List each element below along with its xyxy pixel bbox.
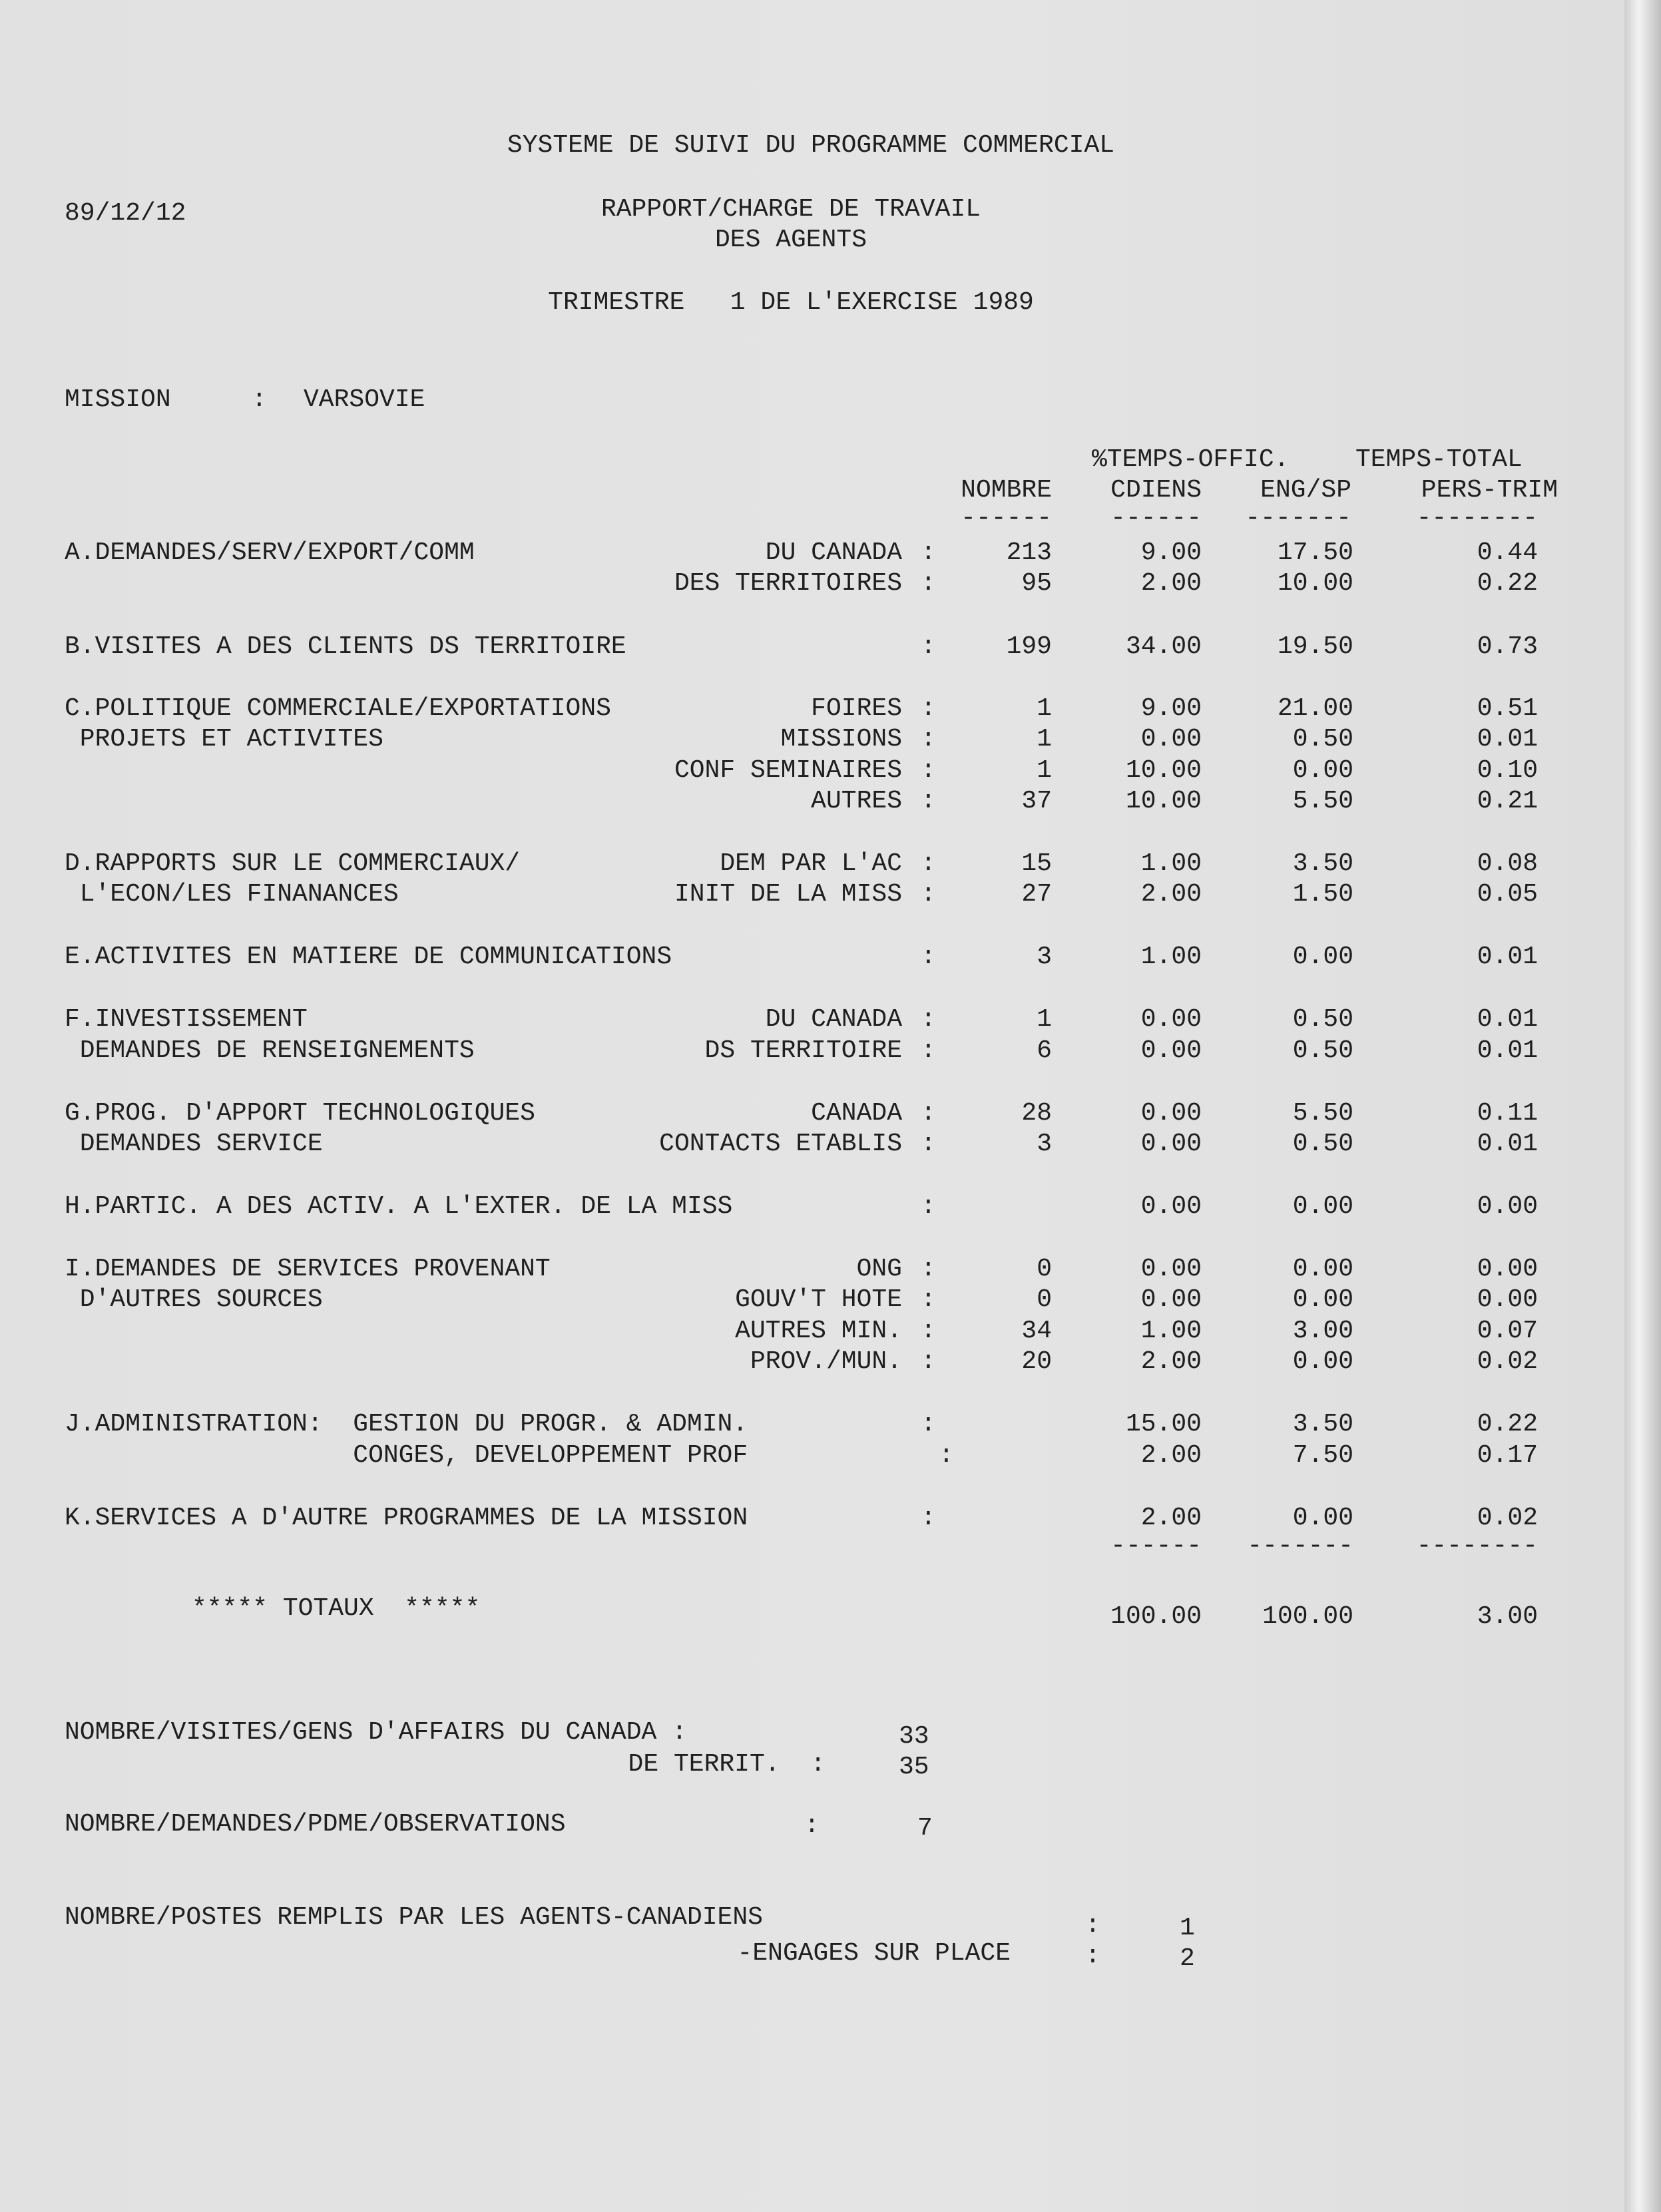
row-colon: :	[921, 1099, 936, 1128]
row-colon: :	[921, 1504, 936, 1532]
row-colon: :	[921, 1410, 936, 1438]
visites-territ-value: 35	[899, 1753, 929, 1781]
postes-engages-value: 2	[1180, 1944, 1195, 1973]
row-colon: :	[921, 756, 936, 785]
row-pers-trim: 0.44	[1477, 539, 1538, 567]
row-colon: :	[921, 1192, 936, 1221]
mission-label: MISSION	[65, 385, 171, 414]
row-cdiens: 0.00	[1140, 1255, 1202, 1283]
row-cdiens: 0.00	[1140, 1130, 1202, 1158]
row-cdiens: 15.00	[1125, 1410, 1202, 1438]
header-nombre: NOMBRE	[961, 476, 1052, 505]
row-cdiens: 2.00	[1140, 1441, 1202, 1470]
row-nombre: 34	[1021, 1317, 1052, 1345]
totals-rule-pers-trim: --------	[1416, 1532, 1538, 1560]
row-sub-label: AUTRES MIN.	[735, 1317, 902, 1345]
row-pers-trim: 0.10	[1477, 756, 1538, 785]
row-eng-sp: 1.50	[1292, 880, 1353, 909]
row-nombre: 213	[1006, 539, 1052, 567]
row-sub-label: DU CANADA	[765, 1005, 902, 1034]
row-eng-sp: 3.50	[1292, 849, 1353, 878]
row-cdiens: 10.00	[1125, 756, 1202, 785]
row-cdiens: 2.00	[1140, 880, 1202, 909]
row-cdiens: 1.00	[1140, 943, 1202, 971]
visites-label: NOMBRE/VISITES/GENS D'AFFAIRS DU CANADA :	[65, 1718, 687, 1747]
row-sub-label: DU CANADA	[765, 539, 902, 567]
row-eng-sp: 0.00	[1292, 1255, 1353, 1283]
row-nombre: 199	[1006, 632, 1052, 661]
row-label: A.DEMANDES/SERV/EXPORT/COMM	[65, 539, 475, 567]
row-pers-trim: 0.01	[1477, 1036, 1538, 1065]
row-nombre: 95	[1021, 569, 1052, 598]
row-nombre: 20	[1021, 1347, 1052, 1376]
row-pers-trim: 0.05	[1477, 880, 1538, 909]
row-cdiens: 9.00	[1140, 694, 1202, 723]
header-eng-sp: ENG/SP	[1260, 476, 1351, 505]
row-pers-trim: 0.01	[1477, 1005, 1538, 1034]
row-eng-sp: 0.00	[1292, 1504, 1353, 1532]
row-eng-sp: 0.00	[1292, 943, 1353, 971]
row-eng-sp: 0.00	[1292, 1347, 1353, 1376]
row-colon: :	[921, 1285, 936, 1314]
row-colon: :	[921, 1130, 936, 1158]
row-colon: :	[921, 1347, 936, 1376]
row-label: D.RAPPORTS SUR LE COMMERCIAUX/	[65, 849, 521, 878]
row-colon: :	[921, 1036, 936, 1065]
row-cdiens: 1.00	[1140, 1317, 1202, 1345]
row-eng-sp: 0.50	[1292, 1036, 1353, 1065]
row-label: DEMANDES DE RENSEIGNEMENTS	[65, 1036, 475, 1065]
row-cdiens: 0.00	[1140, 1192, 1202, 1221]
row-pers-trim: 0.02	[1477, 1347, 1538, 1376]
postes-colon-canadiens: :	[1085, 1911, 1100, 1940]
row-pers-trim: 0.11	[1477, 1099, 1538, 1128]
row-eng-sp: 5.50	[1292, 1099, 1353, 1128]
rule-pers-trim: --------	[1416, 504, 1538, 533]
row-nombre: 3	[1037, 943, 1052, 971]
row-label: H.PARTIC. A DES ACTIV. A L'EXTER. DE LA MISS	[65, 1192, 733, 1221]
header-pct-temps-offic: %TEMPS-OFFIC.	[1092, 445, 1290, 474]
totals-pers-trim: 3.00	[1477, 1602, 1538, 1631]
row-eng-sp: 10.00	[1277, 569, 1353, 598]
row-pers-trim: 0.08	[1477, 849, 1538, 878]
row-colon: :	[939, 1441, 954, 1470]
row-label: B.VISITES A DES CLIENTS DS TERRITOIRE	[65, 632, 626, 661]
postes-colon-engages: :	[1085, 1942, 1100, 1970]
row-cdiens: 2.00	[1140, 1347, 1202, 1376]
row-pers-trim: 0.00	[1477, 1255, 1538, 1283]
scanner-edge	[1624, 0, 1661, 2212]
row-pers-trim: 0.00	[1477, 1285, 1538, 1314]
row-label: E.ACTIVITES EN MATIERE DE COMMUNICATIONS	[65, 943, 672, 971]
rule-nombre: ------	[961, 504, 1052, 533]
pdme-value: 7	[917, 1814, 933, 1843]
postes-canadiens-value: 1	[1180, 1914, 1195, 1942]
row-nombre: 3	[1037, 1130, 1052, 1158]
row-cdiens: 9.00	[1140, 539, 1202, 567]
row-eng-sp: 0.00	[1292, 756, 1353, 785]
row-colon: :	[921, 787, 936, 815]
row-pers-trim: 0.73	[1477, 632, 1538, 661]
row-colon: :	[921, 539, 936, 567]
row-sub-label: CONTACTS ETABLIS	[659, 1130, 902, 1158]
row-pers-trim: 0.22	[1477, 569, 1538, 598]
row-eng-sp: 21.00	[1277, 694, 1353, 723]
row-pers-trim: 0.21	[1477, 787, 1538, 815]
report-period: TRIMESTRE 1 DE L'EXERCISE 1989	[548, 288, 1034, 317]
report-title-line-2: DES AGENTS	[714, 226, 867, 254]
row-eng-sp: 0.50	[1292, 725, 1353, 754]
pdme-label: NOMBRE/DEMANDES/PDME/OBSERVATIONS	[65, 1810, 566, 1839]
row-nombre: 1	[1037, 694, 1052, 723]
row-eng-sp: 19.50	[1277, 632, 1353, 661]
totals-cdiens: 100.00	[1110, 1602, 1202, 1631]
header-temps-total: TEMPS-TOTAL	[1355, 445, 1523, 474]
row-colon: :	[921, 943, 936, 971]
row-colon: :	[921, 632, 936, 661]
visites-canada-value: 33	[899, 1722, 929, 1751]
row-sub-label: PROV./MUN.	[750, 1347, 902, 1376]
row-cdiens: 10.00	[1125, 787, 1202, 815]
header-cdiens: CDIENS	[1110, 476, 1202, 505]
system-title: SYSTEME DE SUIVI DU PROGRAMME COMMERCIAL	[507, 131, 1115, 160]
row-nombre: 6	[1037, 1036, 1052, 1065]
engages-label: -ENGAGES SUR PLACE	[737, 1939, 1011, 1968]
row-label: I.DEMANDES DE SERVICES PROVENANT	[65, 1255, 551, 1283]
row-eng-sp: 0.50	[1292, 1005, 1353, 1034]
row-label: C.POLITIQUE COMMERCIALE/EXPORTATIONS	[65, 694, 611, 723]
row-nombre: 37	[1021, 787, 1052, 815]
row-sub-label: MISSIONS	[780, 725, 902, 754]
row-nombre: 0	[1037, 1255, 1052, 1283]
row-sub-label: DES TERRITOIRES	[674, 569, 902, 598]
row-sub-label: AUTRES	[811, 787, 902, 815]
row-eng-sp: 0.50	[1292, 1130, 1353, 1158]
row-pers-trim: 0.02	[1477, 1504, 1538, 1532]
row-pers-trim: 0.07	[1477, 1317, 1538, 1345]
row-pers-trim: 0.22	[1477, 1410, 1538, 1438]
row-colon: :	[921, 725, 936, 754]
row-eng-sp: 0.00	[1292, 1285, 1353, 1314]
row-label: D'AUTRES SOURCES	[65, 1285, 323, 1314]
totals-rule-cdiens: ------	[1110, 1532, 1202, 1560]
row-label: PROJETS ET ACTIVITES	[65, 725, 383, 754]
totals-rule-eng-sp: -------	[1247, 1532, 1353, 1560]
row-eng-sp: 3.50	[1292, 1410, 1353, 1438]
row-label: K.SERVICES A D'AUTRE PROGRAMMES DE LA MISSION	[65, 1504, 748, 1532]
rule-cdiens: ------	[1110, 504, 1202, 533]
pdme-colon: :	[804, 1811, 820, 1840]
row-sub-label: DS TERRITOIRE	[704, 1036, 902, 1065]
row-colon: :	[921, 880, 936, 909]
row-eng-sp: 3.00	[1292, 1317, 1353, 1345]
row-cdiens: 0.00	[1140, 1036, 1202, 1065]
rule-eng-sp: -------	[1245, 504, 1351, 533]
row-label: DEMANDES SERVICE	[65, 1130, 323, 1158]
row-sub-label: INIT DE LA MISS	[674, 880, 902, 909]
row-cdiens: 2.00	[1140, 569, 1202, 598]
row-pers-trim: 0.51	[1477, 694, 1538, 723]
row-label: L'ECON/LES FINANANCES	[65, 880, 399, 909]
row-nombre: 15	[1021, 849, 1052, 878]
row-pers-trim: 0.01	[1477, 943, 1538, 971]
row-pers-trim: 0.17	[1477, 1441, 1538, 1470]
row-cdiens: 0.00	[1140, 725, 1202, 754]
mission-separator: :	[252, 385, 267, 414]
row-sub-label: ONG	[856, 1255, 902, 1283]
totals-eng-sp: 100.00	[1262, 1602, 1353, 1631]
mission-value: VARSOVIE	[304, 385, 425, 414]
row-label: F.INVESTISSEMENT	[65, 1005, 308, 1034]
row-colon: :	[921, 694, 936, 723]
row-nombre: 0	[1037, 1285, 1052, 1314]
row-nombre: 1	[1037, 756, 1052, 785]
row-nombre: 1	[1037, 1005, 1052, 1034]
row-label: J.ADMINISTRATION: GESTION DU PROGR. & ADMIN.	[65, 1410, 748, 1438]
row-colon: :	[921, 1255, 936, 1283]
row-colon: :	[921, 1317, 936, 1345]
row-eng-sp: 0.00	[1292, 1192, 1353, 1221]
row-nombre: 1	[1037, 725, 1052, 754]
row-sub-label: FOIRES	[811, 694, 902, 723]
row-eng-sp: 5.50	[1292, 787, 1353, 815]
header-pers-trim: PERS-TRIM	[1421, 476, 1558, 505]
row-sub-label: DEM PAR L'AC	[720, 849, 902, 878]
row-colon: :	[921, 849, 936, 878]
row-cdiens: 0.00	[1140, 1099, 1202, 1128]
row-cdiens: 0.00	[1140, 1285, 1202, 1314]
row-cdiens: 1.00	[1140, 849, 1202, 878]
row-label: G.PROG. D'APPORT TECHNOLOGIQUES	[65, 1099, 535, 1128]
report-date: 89/12/12	[65, 199, 186, 228]
postes-label: NOMBRE/POSTES REMPLIS PAR LES AGENTS-CANADIENS	[65, 1903, 763, 1932]
row-pers-trim: 0.01	[1477, 1130, 1538, 1158]
row-cdiens: 34.00	[1125, 632, 1202, 661]
row-sub-label: CONF SEMINAIRES	[674, 756, 902, 785]
report-title-line-1: RAPPORT/CHARGE DE TRAVAIL	[600, 195, 981, 224]
row-cdiens: 0.00	[1140, 1005, 1202, 1034]
row-nombre: 28	[1021, 1099, 1052, 1128]
row-colon: :	[921, 1005, 936, 1034]
row-sub-label: GOUV'T HOTE	[735, 1285, 902, 1314]
row-cdiens: 2.00	[1140, 1504, 1202, 1532]
row-pers-trim: 0.01	[1477, 725, 1538, 754]
row-pers-trim: 0.00	[1477, 1192, 1538, 1221]
row-eng-sp: 7.50	[1292, 1441, 1353, 1470]
row-nombre: 27	[1021, 880, 1052, 909]
row-label: CONGES, DEVELOPPEMENT PROF	[65, 1441, 748, 1470]
totals-label: ***** TOTAUX *****	[192, 1594, 481, 1623]
row-eng-sp: 17.50	[1277, 539, 1353, 567]
row-sub-label: CANADA	[811, 1099, 902, 1128]
territ-label: DE TERRIT. :	[628, 1750, 826, 1779]
row-colon: :	[921, 569, 936, 598]
